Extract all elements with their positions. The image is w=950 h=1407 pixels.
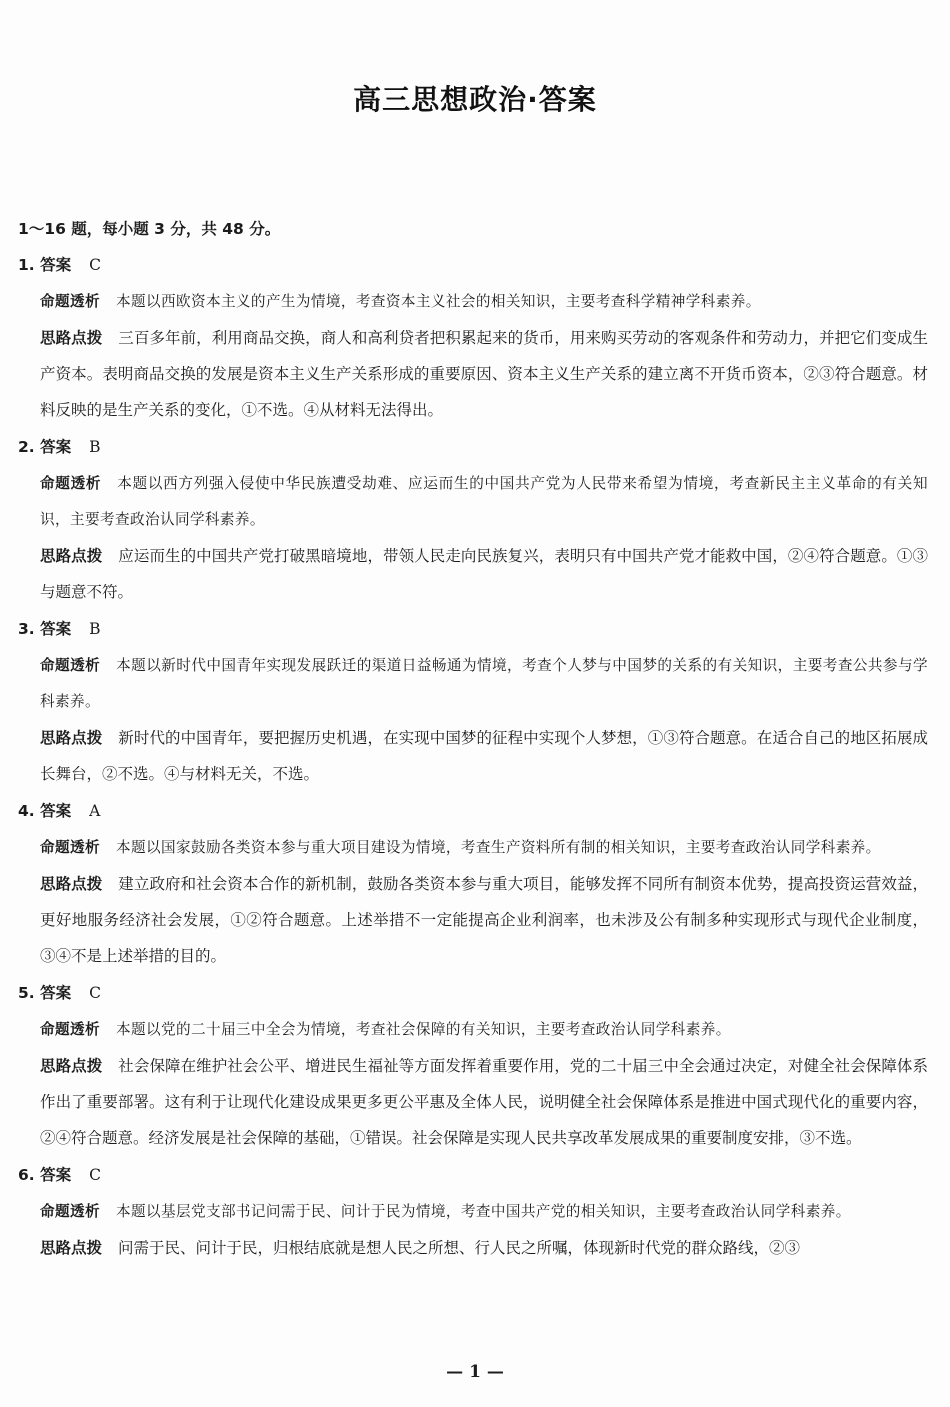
analysis-text: 本题以国家鼓励各类资本参与重大项目建设为情境，考查生产资料所有制的相关知识，主要考查政治认同学科素养。: [115, 839, 881, 856]
hint-paragraph: [40, 866, 928, 974]
answer-letter: B: [89, 438, 101, 456]
analysis-text: 本题以新时代中国青年实现发展跃迁的渠道日益畅通为情境，考查个人梦与中国梦的关系的有关知识，主要考查公共参与学科素养。: [40, 657, 928, 710]
hint-text: 社会保障在维护社会公平、增进民生福祉等方面发挥着重要作用，党的二十届三中全会通过决定，对健全社会保障体系作出了重要部署。这有利于让现代化建设成果更多更公平惠及全体人民，说明健全社会保障体系是推进中国式现代化的重要内容，②④符合题意。经济发展是社会保障的基础，①错误。社会保障是实现人民共享改革发展成果的重要制度安排，③不选。: [40, 1057, 928, 1147]
page-title: 高三思想政治·答案: [353, 83, 597, 116]
answer-letter: C: [89, 984, 101, 1002]
question-head: [18, 428, 928, 466]
question-number: 1. 答案: [18, 256, 72, 274]
hint-label: 思路点拨: [40, 875, 103, 893]
analysis-label: 命题透析: [40, 475, 102, 492]
hint-paragraph: [40, 538, 928, 610]
question-number: 6. 答案: [18, 1166, 72, 1184]
hint-label: 思路点拨: [40, 547, 103, 565]
question-number: 3. 答案: [18, 620, 72, 638]
analysis-label: 命题透析: [40, 657, 101, 674]
analysis-paragraph: [40, 830, 928, 866]
answer-letter: A: [89, 802, 101, 820]
analysis-label: 命题透析: [40, 293, 100, 310]
hint-label: 思路点拨: [40, 1057, 103, 1075]
hint-paragraph: [40, 320, 928, 428]
section-note: 1～16 题，每小题 3 分，共 48 分。: [18, 220, 281, 238]
hint-text: 建立政府和社会资本合作的新机制，鼓励各类资本参与重大项目，能够发挥不同所有制资本优势，提高投资运营效益，更好地服务经济社会发展，①②符合题意。上述举措不一定能提高企业利润率，也未涉及公有制多种实现形式与现代企业制度，③④不是上述举措的目的。: [40, 875, 928, 965]
hint-text: 问需于民、问计于民，归根结底就是想人民之所想、行人民之所嘱，体现新时代党的群众路线，②③: [118, 1239, 801, 1257]
hint-text: 新时代的中国青年，要把握历史机遇，在实现中国梦的征程中实现个人梦想，①③符合题意。在适合自己的地区拓展成长舞台，②不选。④与材料无关，不选。: [40, 729, 928, 783]
analysis-text: 本题以基层党支部书记问需于民、问计于民为情境，考查中国共产党的相关知识，主要考查政治认同学科素养。: [115, 1203, 851, 1220]
question-3: [18, 610, 928, 792]
hint-paragraph: [40, 720, 928, 792]
hint-paragraph: [40, 1048, 928, 1156]
analysis-label: 命题透析: [40, 1021, 100, 1038]
answer-letter: B: [89, 620, 101, 638]
analysis-text: 本题以西方列强入侵使中华民族遭受劫难、应运而生的中国共产党为人民带来希望为情境，考查新民主主义革命的有关知识，主要考查政治认同学科素养。: [40, 475, 928, 528]
question-4: [18, 792, 928, 974]
answer-letter: C: [89, 1166, 101, 1184]
analysis-text: 本题以党的二十届三中全会为情境，考查社会保障的有关知识，主要考查政治认同学科素养。: [115, 1021, 731, 1038]
answer-content: [18, 212, 928, 1266]
question-number: 2. 答案: [18, 438, 72, 456]
analysis-label: 命题透析: [40, 839, 100, 856]
analysis-text: 本题以西欧资本主义的产生为情境，考查资本主义社会的相关知识，主要考查科学精神学科素养。: [115, 293, 761, 310]
question-head: [18, 792, 928, 830]
analysis-paragraph: [40, 1012, 928, 1048]
question-head: [18, 974, 928, 1012]
hint-label: 思路点拨: [40, 329, 103, 347]
question-head: [18, 1156, 928, 1194]
analysis-label: 命题透析: [40, 1203, 100, 1220]
analysis-paragraph: [40, 1194, 928, 1230]
question-number: 5. 答案: [18, 984, 72, 1002]
page-number: — 1 —: [446, 1362, 504, 1382]
question-2: [18, 428, 928, 610]
question-head: [18, 246, 928, 284]
analysis-paragraph: [40, 648, 928, 720]
question-5: [18, 974, 928, 1156]
answer-letter: C: [89, 256, 101, 274]
question-1: [18, 246, 928, 428]
question-number: 4. 答案: [18, 802, 72, 820]
question-head: [18, 610, 928, 648]
hint-text: 应运而生的中国共产党打破黑暗境地，带领人民走向民族复兴，表明只有中国共产党才能救中国，②④符合题意。①③与题意不符。: [40, 547, 928, 601]
hint-text: 三百多年前，利用商品交换，商人和高利贷者把积累起来的货币，用来购买劳动的客观条件和劳动力，并把它们变成生产资本。表明商品交换的发展是资本主义生产关系形成的重要原因、资本主义生产关系的建立离不开货币资本，②③符合题意。材料反映的是生产关系的变化，①不选。④从材料无法得出。: [40, 329, 928, 419]
hint-paragraph: [40, 1230, 928, 1266]
analysis-paragraph: [40, 466, 928, 538]
hint-label: 思路点拨: [40, 1239, 103, 1257]
question-6: [18, 1156, 928, 1266]
analysis-paragraph: [40, 284, 928, 320]
hint-label: 思路点拨: [40, 729, 103, 747]
